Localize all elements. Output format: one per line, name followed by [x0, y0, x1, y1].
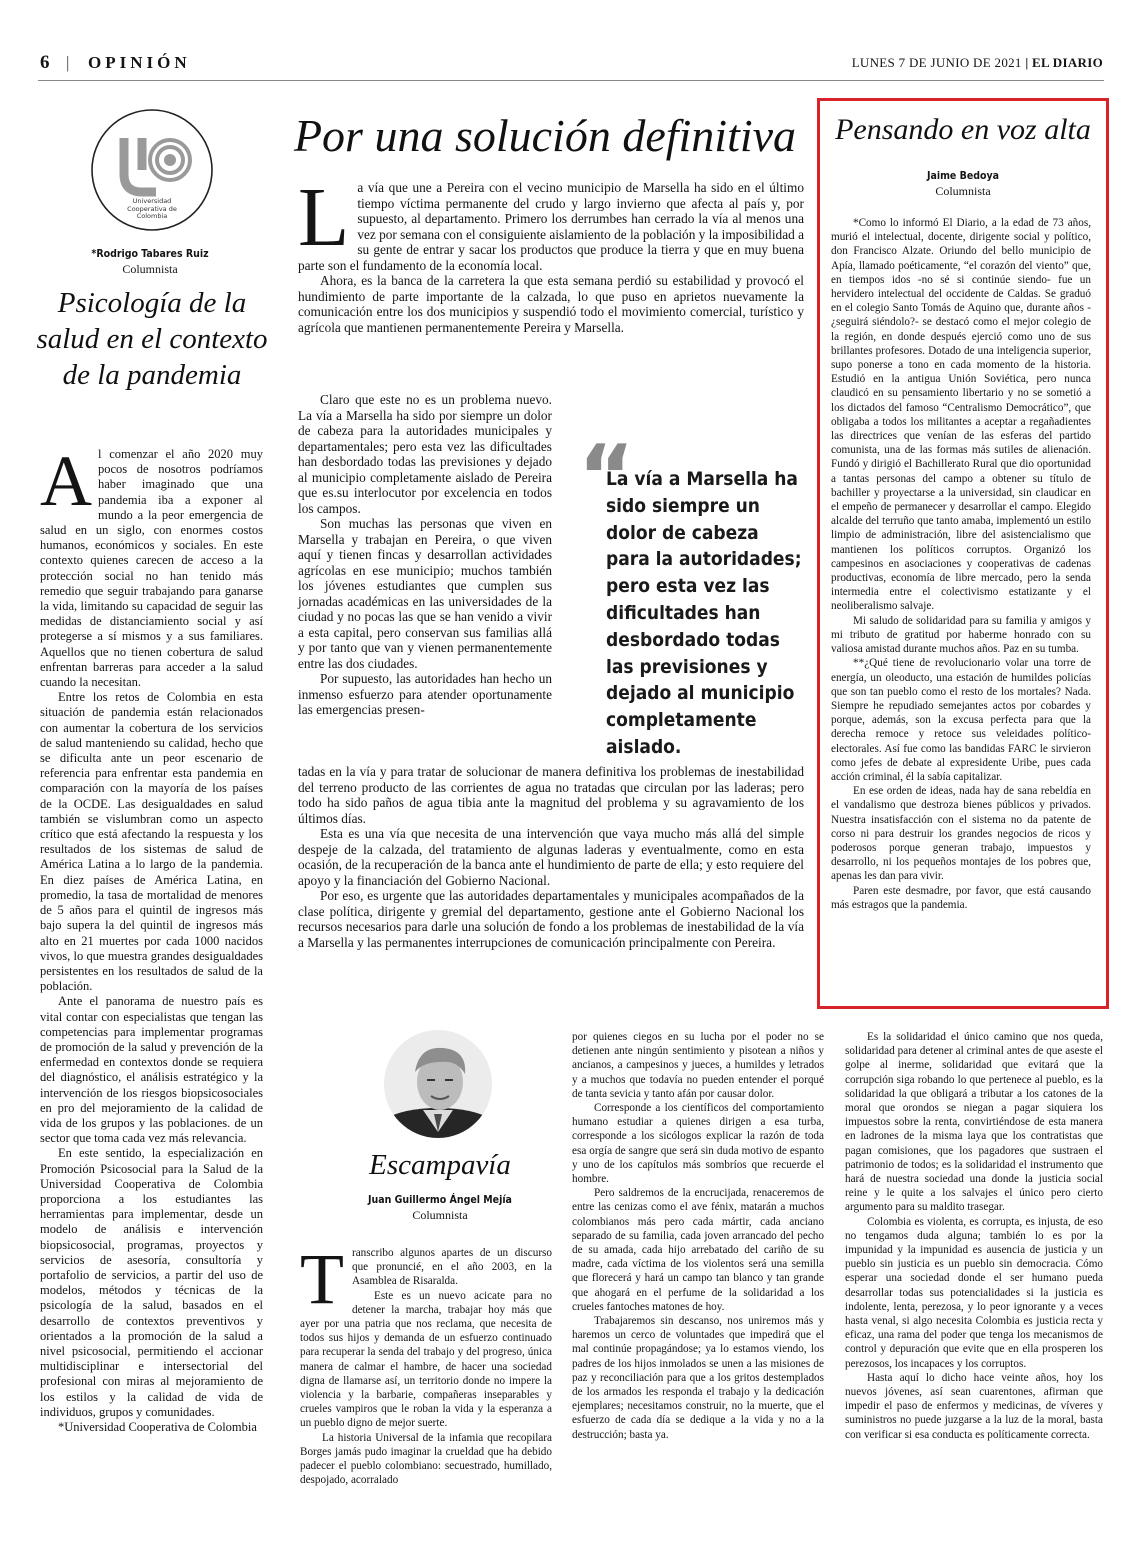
left-footnote: *Universidad Cooperativa de Colombia [58, 1420, 257, 1434]
escampavia-paragraph: Pero saldremos de la encrucijada, renaceremos de entre las cenizas como el ave fénix, matarán a muchos colombianos más pero cada mártir, cada anciano separado de su familia, cada joven arrancado del pecho de su amada, cada hijo arrebatado del cariño de su madre, cada víctima de los violentos será una semilla que florecerá y hará un campo tan blanco y tan grande que ahogará en el perfume de la solidaridad a los crueles fantoches matones de hoy. [572, 1187, 824, 1313]
left-article-title: Psicología de la salud en el contexto de la pandemia [36, 287, 268, 391]
left-paragraph: l comenzar el año 2020 muy pocos de nosotros podríamos haber imaginado que una pandemia iba a exponer al mundo a la peor emergencia de salud en un siglo, con enormes costos humanos, económicos y sociales. En este contexto quienes carecen de acceso a la protección social no han tenido más remedio que seguir trabajando para ganarse la vida, limitando su capacidad de seguir las medidas de distanciamiento social y así protegerse a sí mismos y a sus familiares. Aquellos que no tienen cobertura de salud enfrentan barreras para acceder a la salud cuando la necesitan. [40, 447, 263, 690]
left-author-role: Columnista [122, 262, 178, 276]
editorial-paragraph: Por eso, es urgente que las autoridades departamentales y municipales acompañados de la clase política, dirigente y gremial del departamento, gestione ante el Gobierno Nacional los recursos necesarios para darle una solución de fondo a los problemas de inestabilidad de la vía a Marsella y las permanentes interrupciones de comunicación principalmente con Pereira. [298, 888, 804, 950]
editorial-title: Por una solución definitiva [293, 110, 797, 161]
header-separator: | [66, 53, 70, 72]
escampavia-paragraph: ranscribo algunos apartes de un discurso que pronuncié, en el año 2003, en la Asamblea de Risaralda. [351, 1247, 552, 1288]
escampavia-paragraph: Corresponde a los científicos del comportamiento humano estudiar a quienes dirigen a esa turba, corresponde a los sicólogos explicar la razón de toda esa orgía de sangre que será sin duda motivo de espanto y uno de los capítulos más sombríos que recuerde el hombre. [572, 1102, 824, 1186]
escampavia-paragraph: Hasta aquí lo dicho hace veinte años, hoy los nuevos jóvenes, así sean cuarentones, afirman que impedir el paso de enfermos y medicinas, de víveres y suministros no puede juzgarse a la luz de la moral, basta con verificar si esa conducta es políticamente correcta. [845, 1371, 1103, 1441]
left-dropcap: A [40, 441, 92, 521]
pensando-body [831, 216, 1091, 912]
pensando-paragraph: *Como lo informó El Diario, a la edad de 73 años, murió el intelectual, docente, dirigente social y político, don Francisco Alzate. Oriundo del bello municipio de Apía, llamado poéticamente, “el corazón del viento” que, en tiempos idos -no sé si continúe siendo- fue un hervidero intelectual del occidente de Caldas. Se graduó en el colegio Santo Tomás de Aquino que, durante años -¿seguirá siéndolo?- se destacó como el mejor colegio de la región, en donde después ejerció como uno de sus brillantes profesores. Dotado de una inteligencia superior, supo ponerse a tono en cada momento de la historia. Estudió en la antigua Unión Soviética, pero nunca claudicó en su pensamiento libertario y no se sometió a los dictados del famoso “Centralismo Democrático”, que obligaba a todos los militantes a aceptar a regañadientes las directrices que venían de las esferas del partido comunista, una de las formas más sutiles de alienación. Fundó y dirigió el Bachillerato Rural que dio oportunidad a tantas personas del campo a obtener su título de bachiller y proyectarse a la universidad, sin claudicar en el empeño de permanecer y desarrollar el campo. Elegido alcalde del terruño que tanto amaba, implementó un estilo limpio de administración, libre del asistencialismo que mantienen los políticos corruptos. Organizó los campesinos en asociaciones y cooperativas de cadenas productivas, economía de libre mercado, pero la senda intermedia entre el colectivismo estatizante y el neoliberalismo salvaje. [831, 217, 1091, 613]
pensando-paragraph: **¿Qué tiene de revolucionario volar una torre de energía, un oleoducto, una estación de humildes policías que son tan pueblo como el resto de los mortales? Nada. Siempre he repudiado semejantes actos por cobardes y porque, además, son la excusa perfecta para que la derecha remoce y retoce sus veleidades político-electorales. Así fue como las bandidas FARC le sirvieron como jefes de debate al expresidente Uribe, pues cada acción criminal, él la sabía capitalizar. [831, 657, 1091, 783]
pensando-author-role: Columnista [935, 184, 991, 198]
escampavia-author: Juan Guillermo Ángel Mejía [368, 1194, 512, 1206]
left-author: *Rodrigo Tabares Ruiz [91, 248, 209, 260]
pensando-author: Jaime Bedoya [926, 170, 1000, 182]
pensando-paragraph: Paren este desmadre, por favor, que está causando más estragos que la pandemia. [831, 884, 1091, 911]
logo-caption: Universidad Cooperativa de Colombia [127, 197, 177, 220]
escampavia-col2 [572, 1030, 824, 1442]
escampavia-paragraph: por quienes ciegos en su lucha por el poder no se detienen ante ningún sentimiento y pisotean a niños y ancianos, a campesinos y jueces, a humildes y letrados y a muchos que todavía no pueden entender el porqué de tanta sevicia y tanto afán por causar dolor. [572, 1031, 824, 1100]
escampavia-paragraph: Este es un nuevo acicate para no detener la marcha, trabajar hoy más que ayer por una patria que nos reclama, que necesita de todos sus hijos y demanda de un esfuerzo continuado para recuperar la senda del trabajo y del progreso, única manera de calmar el hambre, de hacer una sociedad digna de llamarse así, un territorio donde no impere la violencia y la barbarie, compañeras inseparables y crueles vampiros que le roban la vida y la esperanza a un pueblo digno de mejor suerte. [300, 1289, 552, 1430]
pensando-paragraph: Mi saludo de solidaridad para su familia y amigos y mi tributo de gratitud por haberme honrado con su valiosa amistad durante muchos años. Paz en su tumba. [831, 614, 1091, 656]
left-article-body [40, 441, 263, 1435]
pensando-paragraph: En ese orden de ideas, nada hay de sana rebeldía en el vandalismo que destroza bienes públicos y privados. Nuestra insatisfacción con el sistema no da patente de corso ni para destruir los grandes negocios de ricos y poderosos porque generan trabajo, impuestos y desarrollo, ni los pequeños montajes de los pobres que, apenas les dan para vivir. [831, 785, 1091, 883]
escampavia-paragraph: Es la solidaridad el único camino que nos queda, solidaridad para detener al criminal antes de que aseste el golpe al inerme, solidaridad que evitará que la corrupción siga robando lo que pertenece al pueblo, es la solidaridad la que obligará a tributar a los catones de la moral que orondos se niegan a pagar siquiera los impuestos sobre la renta, convirtiéndose de esta manera en ladrones de la misma laya que los contratistas que pagan comisiones, que los pagadores que sustraen el patrimonio de todos; es la solidaridad el instrumento que hará de nuestra sociedad una donde la justicia social reine y le quite a los salvajes el único pero cierto argumento para su maldito trasegar. [845, 1031, 1103, 1214]
quote-mark-icon: “ [578, 427, 635, 527]
header-rule [38, 80, 1104, 81]
section-name: OPINIÓN [88, 53, 191, 72]
escampavia-col3 [845, 1030, 1103, 1442]
editorial-paragraph: Ahora, es la banca de la carretera la que esta semana perdió su estabilidad y provocó el hundimiento de parte importante de la calzada, lo que puso en aprietos nuevamente la comunicación entre los dos municipios y suspendió todo el movimiento comercial, turístico y agrícola que mantienen permanentemente Pereira y Marsella. [298, 273, 804, 335]
newspaper-name: | EL DIARIO [1025, 55, 1103, 70]
escampavia-col1 [300, 1239, 552, 1487]
escampavia-paragraph: Colombia es violenta, es corrupta, es injusta, de eso no tengamos duda alguna; también lo es por la impunidad y la impunidad es ausencia de justicia y un pueblo sin justicia es un pueblo sin democracia. Cómo esperar una sociedad donde el ser humano pueda desarrollar todas sus potencialidades si la justicia es indolente, lenta, perezosa, y lo peor ignorante y a veces hasta venal, si algo necesita Colombia es justicia recta y eficaz, una rama del poder que tenga los mecanismos de control y depuración que evite que en ella prosperen los perezosos, los incapaces y los corruptos. [845, 1215, 1103, 1370]
editorial-paragraph: tadas en la vía y para tratar de solucionar de manera definitiva los problemas de inestabilidad del terreno producto de las corrientes de agua no tratadas que circulan por las laderas; pero todo ha sido paños de agua tibia ante la magnitud del problema y su agravamiento de los últimos días. [298, 764, 804, 826]
editorial-body-bottom [298, 764, 804, 950]
author-photo [383, 1028, 493, 1140]
escampavia-paragraph: Trabajaremos sin descanso, nos uniremos más y haremos un cerco de voluntades que impedirá que el mal continúe propagándose; ya lo estamos viendo, los padres de los hijos inmolados se unen a las misiones de paz y reconciliación para que a los gritos destemplados de los armados les responda el trabajo y la dedicación ejemplares; necesitamos construir, no la muerte, que el esfuerzo de cada día se dedique a la vida y no a la destrucción; basta ya. [572, 1315, 824, 1441]
pensando-title: Pensando en voz alta [835, 113, 1091, 146]
date-text: LUNES 7 DE JUNIO DE 2021 [851, 55, 1022, 70]
editorial-paragraph: Son muchas las personas que viven en Marsella y trabajan en Pereira, o que viven aquí y tienen fincas y desarrollan actividades agrícolas en ese municipio; muchos también los jóvenes estudiantes que cumplen sus jornadas académicas en las universidades de la ciudad y no pocas las que se han venido a vivir a esta capital, pero conservan sus familias allá y por tanto que van y vienen permanentemente entre las dos ciudades. [298, 516, 552, 671]
escampavia-author-role: Columnista [412, 1208, 468, 1222]
editorial-paragraph: Por supuesto, las autoridades han hecho un inmenso esfuerzo para atender oportunamente las emergencias presen- [298, 671, 552, 717]
left-paragraph: Ante el panorama de nuestro país es vital contar con especialistas que tengan las competencias para implementar programas de promoción de la salud y prevención de la enfermedad en contextos donde se requiera del diagnóstico, el análisis estratégico y la intervención de los riesgos biopsicosociales en pro del mejoramiento de la calidad de vida de los grupos y las poblaciones. de un sector que toma cada vez más relevancia. [40, 994, 263, 1146]
editorial-paragraph: Esta es una vía que necesita de una intervención que vaya mucho más allá del simple despeje de la calzada, del tratamiento de algunas laderas y eventualmente, como en esta ocasión, de la recuperación de la banca ante el hundimiento de parte de ella; y esto requiere del apoyo y la financiación del Gobierno Nacional. [298, 826, 804, 888]
editorial-paragraph: a vía que une a Pereira con el vecino municipio de Marsella ha sido en el último tiempo víctima permanente del crudo y largo invierno que afecta al país y, por supuesto, al departamento. Primero los derrumbes han cerrado la vía al menos una vez por semana con el consiguiente aislamiento de la población y la imposibilidad a su gente de entrar y sacar los productos que produce la tierra y que en muy buena parte son el fundamento de la economía local. [298, 180, 804, 273]
editorial-dropcap: L [298, 171, 350, 264]
escampavia-title: Escampavía [369, 1149, 511, 1181]
left-paragraph: En este sentido, la especialización en Promoción Psicosocial para la Salud de la Universidad Cooperativa de Colombia proporciona a los estudiantes las herramientas para implementar, desde un modelo de análisis e intervención biopsicosocial, programas, proyectos y servicios de asesoría, consultoría y portafolio de servicios, a partir del uso de modelos, métodos y técnicas de la psicología de la salud, basados en el desarrollo de contextos preventivos y orientados a la promoción de la salud a nivel psicosocial, permitiendo el accionar multidisciplinar e intersectorial del profesional con miras al mejoramiento de los estilos y la calidad de vida de individuos, grupos y comunidades. [40, 1146, 263, 1419]
editorial-body-top [298, 171, 804, 335]
editorial-paragraph: Claro que este no es un problema nuevo. La vía a Marsella ha sido por siempre un dolor de cabeza para la autoridades municipales y departamentales; pero esta vez las dificultades han desbordado todas las previsiones y dejado al municipio completamente aislado de Pereira que es.su interlocutor por excelencia en todos los campos. [298, 392, 552, 516]
escampavia-paragraph: La historia Universal de la infamia que recopilara Borges jamás pudo imaginar la crueldad que ha debido padecer el pueblo colombiano: secuestrado, humillado, despojado, acorralado [300, 1431, 552, 1487]
issue-date [852, 55, 1103, 71]
university-logo [90, 108, 214, 232]
editorial-pullquote: La vía a Marsella ha sido siempre un dolor de cabeza para la autoridades; pero esta vez las dificultades han desbordado todas las previsiones y dejado al municipio completamente aislado. [606, 468, 802, 758]
page-number: 6 [40, 52, 50, 73]
left-paragraph: Entre los retos de Colombia en esta situación de pandemia están relacionados con aumentar la cobertura de los servicios de salud manteniendo su calidad, hecho que se dificulta ante un peor escenario de referencia para enfrentar esta pandemia en comparación con la mayoría de los países de la OCDE. Las desigualdades en salud también se vislumbran como un aspecto crítico que está afectando la respuesta y los resultados de los sistemas de salud de América Latina a lo largo de la pandemia. En diez países de América Latina, en promedio, la tasa de mortalidad de menores de 5 años para el quintil de ingresos más bajo supera la del quintil de ingresos más alto en 21 muertes por cada 1000 nacidos vivos, lo que muestra grandes desigualdades persistentes en los resultados de salud de la población. [40, 690, 263, 994]
escampavia-dropcap: T [300, 1239, 344, 1319]
author-portrait-icon [383, 1028, 493, 1140]
